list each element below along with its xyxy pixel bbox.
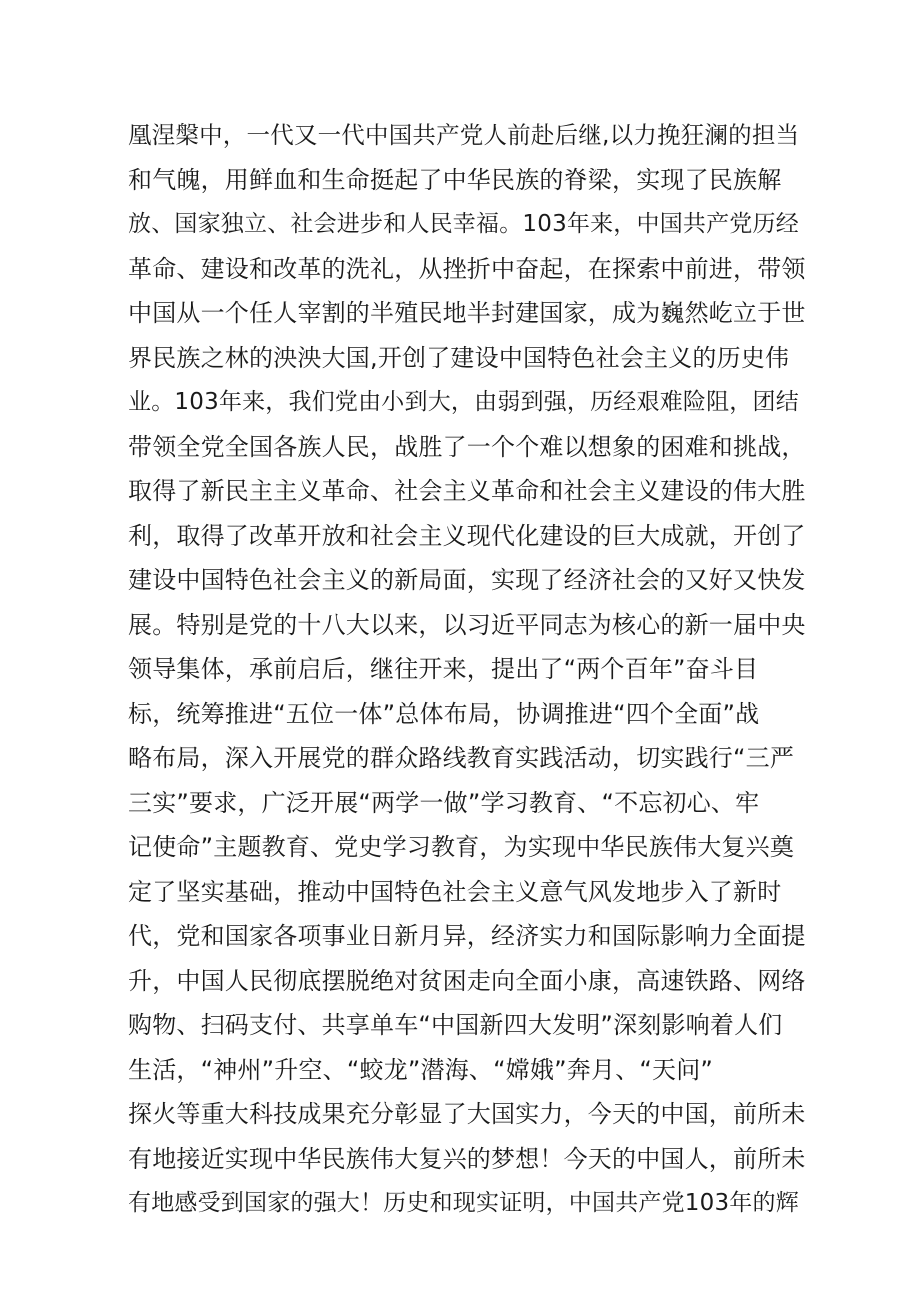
text-line: 生活，“神州”升空、“蛟龙”潜海、“嫦娥”奔月、“天问”: [128, 1055, 714, 1084]
text-line: 探火等重大科技成果充分彰显了大国实力，今天的中国，前所未: [128, 1100, 806, 1128]
text-line: 领导集体，承前启后，继往开来，提出了“两个百年”奋斗目: [128, 655, 759, 683]
text-line: 三实”要求，广泛开展“两学一做”学习教育、“不忘初心、牢: [128, 788, 760, 817]
text-line: 有地接近实现中华民族伟大复兴的梦想！今天的中国人，前所未: [128, 1144, 806, 1173]
text-line: 和气魄，用鲜血和生命挺起了中华民族的脊梁，实现了民族解: [128, 165, 782, 194]
text-line: 中国从一个任人宰割的半殖民地半封建国家，成为巍然屹立于世: [128, 299, 806, 327]
text-line: 有地感受到国家的强大！历史和现实证明，中国共产党103年的辉: [128, 1190, 799, 1216]
text-line: 凰涅槃中，一代又一代中国共产党人前赴后继,以力挽狂澜的担当: [128, 121, 800, 149]
text-line: 购物、扫码支付、共享单车“中国新四大发明”深刻影响着人们: [128, 1011, 783, 1039]
text-line: 利，取得了改革开放和社会主义现代化建设的巨大成就，开创了: [128, 521, 806, 550]
text-line: 记使命”主题教育、党史学习教育，为实现中华民族伟大复兴奠: [128, 833, 795, 861]
text-line: 建设中国特色社会主义的新局面，实现了经济社会的又好又快发: [128, 566, 806, 594]
text-line: 业。103年来，我们党由小到大，由弱到强，历经艰难险阻，团结: [128, 389, 799, 415]
text-line: 标，统筹推进“五位一体”总体布局，协调推进“四个全面”战: [128, 699, 760, 728]
text-line: 定了坚实基础，推动中国特色社会主义意气风发地步入了新时: [128, 877, 782, 906]
text-line: 放、国家独立、社会进步和人民幸福。103年来，中国共产党历经: [128, 211, 799, 237]
text-line: 界民族之林的泱泱大国,开创了建设中国特色社会主义的历史伟: [128, 343, 790, 372]
text-line: 代，党和国家各项事业日新月异，经济实力和国际影响力全面提: [128, 922, 806, 950]
text-line: 略布局，深入开展党的群众路线教育实践活动，切实践行“三严: [128, 744, 795, 772]
text-line: 革命、建设和改革的洗礼，从挫折中奋起，在探索中前进，带领: [128, 254, 806, 283]
text-line: 展。特别是党的十八大以来，以习近平同志为核心的新一届中央: [128, 610, 806, 639]
text-line: 取得了新民主主义革命、社会主义革命和社会主义建设的伟大胜: [128, 477, 806, 505]
body-text: [128, 113, 808, 1226]
text-line: 带领全党全国各族人民，战胜了一个个难以想象的困难和挑战，: [128, 432, 806, 461]
text-line: 升，中国人民彻底摆脱绝对贫困走向全面小康，高速铁路、网络: [128, 966, 806, 995]
